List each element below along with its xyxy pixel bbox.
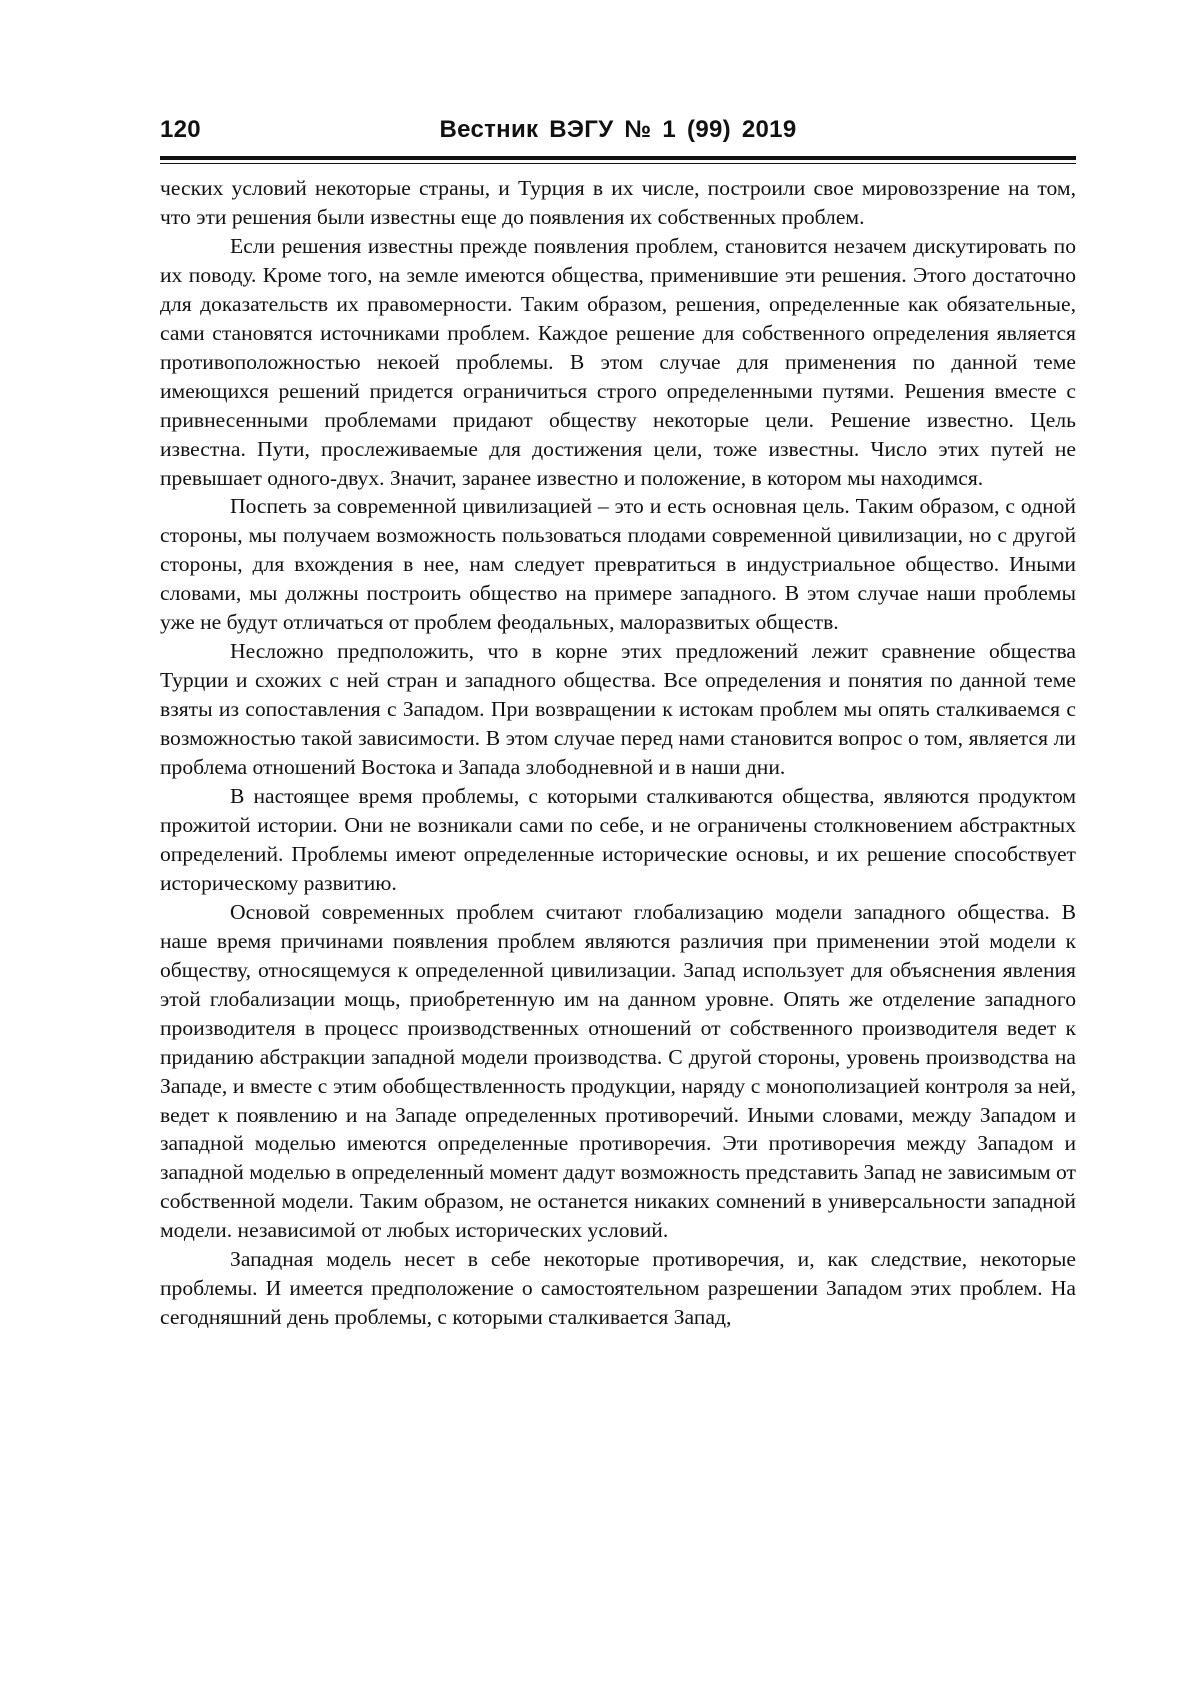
paragraph: Поспеть за современной цивилизацией – это и есть основная цель. Таким образом, с одной стороны, мы получаем возможность пользоваться плодами современной цивилизации, но с другой стороны, для вхождения в нее, нам следует превратиться в индустриальное общество. Иными словами, мы должны построить общество на примере западного. В этом случае наши проблемы уже не будут отличаться от проблем феодальных, малоразвитых обществ. (160, 494, 1076, 635)
paragraph-continuation: ческих условий некоторые страны, и Турция в их числе, построили свое мировоззрение на том, что эти решения были известны еще до появления их собственных проблем. (160, 176, 1076, 229)
paragraph: Западная модель несет в себе некоторые противоречия, и, как следствие, некоторые проблемы. И имеется предположение о самостоятельном разрешении Западом этих проблем. На сегодняшний день проблемы, с которыми сталкивается Запад, (160, 1247, 1076, 1330)
header-rule-thick (160, 156, 1076, 160)
paragraph: В настоящее время проблемы, с которыми сталкиваются общества, являются продуктом прожитой истории. Они не возникали сами по себе, и не ограничены столкновением абстрактных определений. Проблемы имеют определенные исторические основы, и их решение способствует историческому развитию. (160, 784, 1076, 895)
running-header (160, 112, 1076, 148)
paragraph: Несложно предположить, что в корне этих предложений лежит сравнение общества Турции и схожих с ней стран и западного общества. Все определения и понятия по данной теме взяты из сопоставления с Западом. При возвращении к истокам проблем мы опять сталкиваемся с возможностью такой зависимости. В этом случае перед нами становится вопрос о том, является ли проблема отношений Востока и Запада злободневной и в наши дни. (160, 639, 1076, 780)
header-rule-thin (160, 163, 1076, 164)
page-number: 120 (160, 116, 201, 143)
paragraph: Основой современных проблем считают глобализацию модели западного общества. В наше время причинами появления проблем являются различия при применении этой модели к обществу, относящемуся к определенной цивилизации. Запад использует для объяснения явления этой глобализации мощь, приобретенную им на данном уровне. Опять же отделение западного производителя в процесс производственных отношений от собственного производителя ведет к приданию абстракции западной модели производства. С другой стороны, уровень производства на Западе, и вместе с этим обобществленность продукции, наряду с монополизацией контроля за ней, ведет к появлению и на Западе определенных противоречий. Иными словами, между Западом и западной моделью имеются определенные противоречия. Эти противоречия между Западом и западной моделью в определенный момент дадут возможность представить Запад не зависимым от собственной модели. Таким образом, не останется никаких сомнений в универсальности западной модели. независимой от любых исторических условий. (160, 899, 1076, 1243)
journal-page (160, 112, 1076, 1332)
paragraph: Если решения известны прежде появления проблем, становится незачем дискутировать по их поводу. Кроме того, на земле имеются общества, применившие эти решения. Этого достаточно для доказательств их правомерности. Таким образом, решения, определенные как обязательные, сами становятся источниками проблем. Каждое решение для собственного определения является противоположностью некоей проблемы. В этом случае для применения по данной теме имеющихся решений придется ограничиться строго определенными путями. Решения вместе с привнесенными проблемами придают обществу некоторые цели. Решение известно. Цель известна. Пути, прослеживаемые для достижения цели, тоже известны. Число этих путей не превышает одного-двух. Значит, заранее известно и положение, в котором мы находимся. (160, 233, 1076, 490)
journal-title: Вестник ВЭГУ № 1 (99) 2019 (439, 116, 797, 143)
article-body (160, 174, 1076, 1332)
